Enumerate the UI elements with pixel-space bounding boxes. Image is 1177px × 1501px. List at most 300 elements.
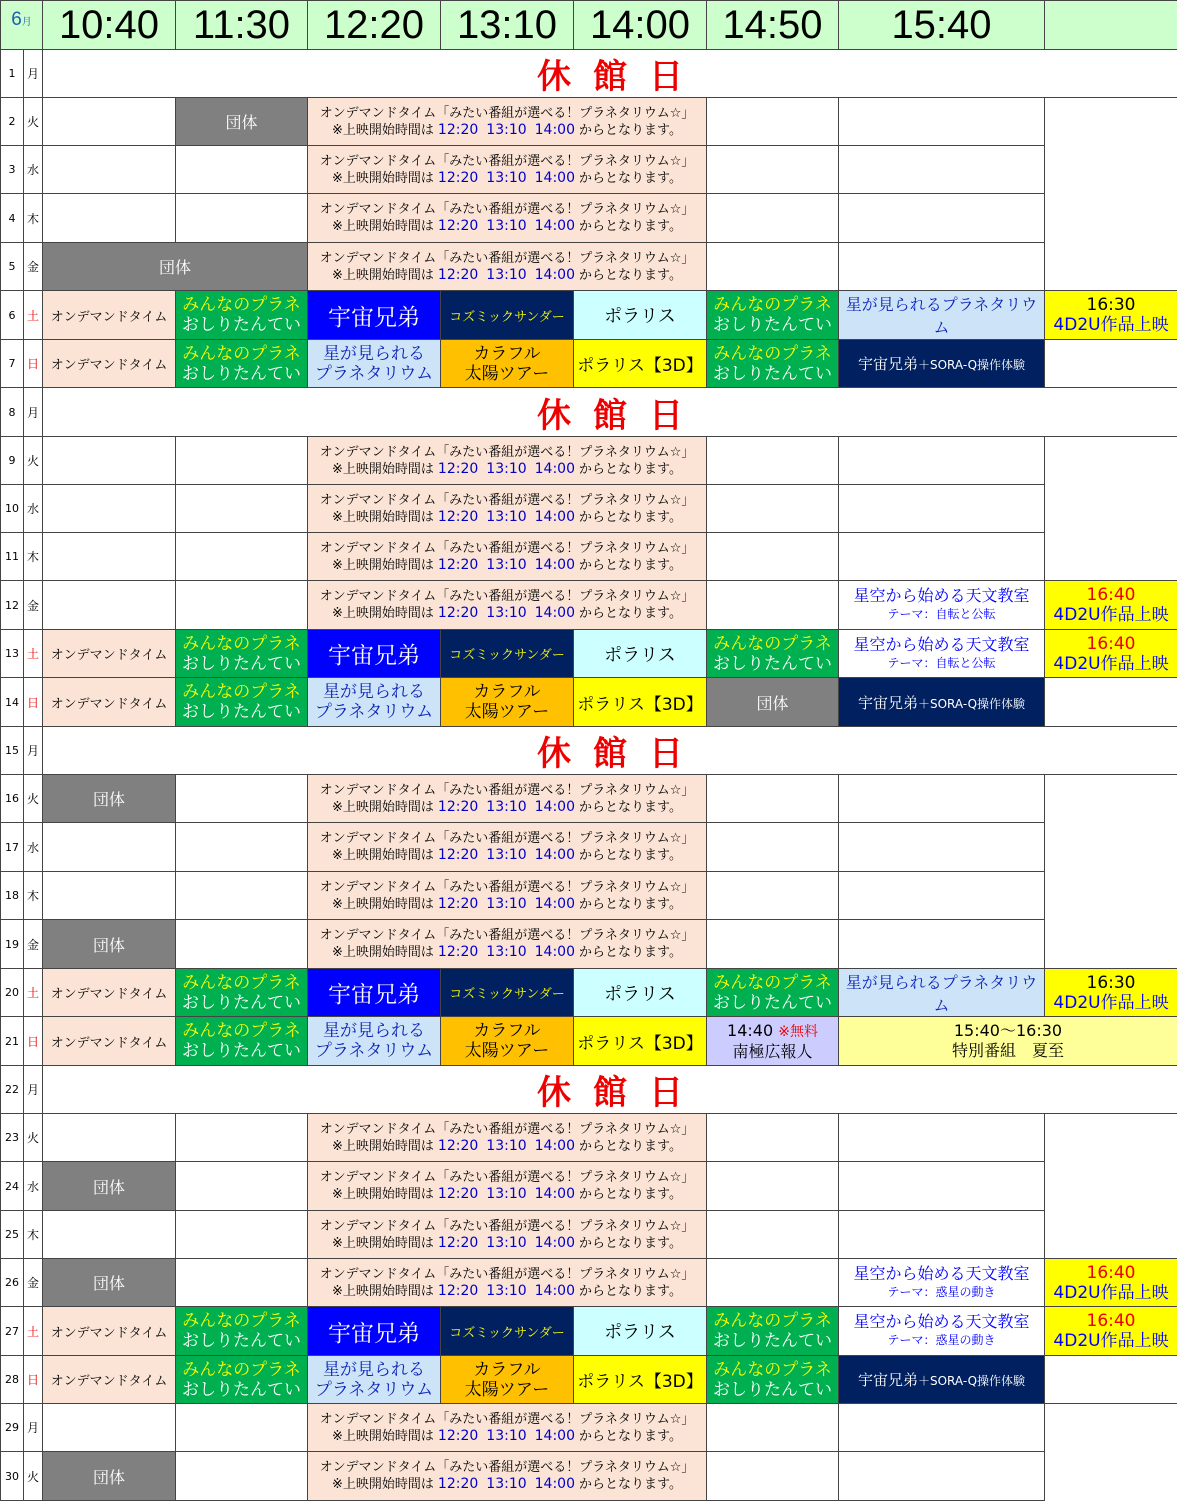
class-title: 星空から始める天文教室	[853, 1263, 1030, 1283]
schedule-cell-ond	[307, 436, 707, 485]
program-line1: みんなのプラネ	[182, 972, 301, 993]
schedule-cell-empty	[838, 242, 1045, 291]
ondemand-line1: オンデマンドタイム「みたい番組が選べる！プラネタリウム☆」	[319, 492, 695, 508]
program-line2: プラネタリウム	[314, 702, 434, 722]
schedule-cell-empty	[838, 919, 1045, 969]
ondemand-line1: オンデマンドタイム「みたい番組が選べる！プラネタリウム☆」	[319, 153, 695, 169]
day-of-week: 水	[23, 484, 43, 533]
schedule-cell-ond	[307, 1451, 707, 1501]
program-line1: カラフル	[473, 1359, 541, 1380]
ondemand-note: ※上映開始時間は	[332, 1283, 434, 1299]
schedule-cell-closed: 休館日	[42, 1065, 1177, 1114]
month-header	[0, 0, 43, 50]
day-number: 18	[0, 871, 24, 920]
schedule-cell-ond	[307, 1403, 707, 1452]
ondemand-line2	[332, 122, 682, 139]
schedule-cell-pol3d: ポラリス【3D】	[573, 677, 707, 727]
start-time: 14:00	[534, 605, 575, 621]
schedule-cell-minna	[706, 339, 839, 388]
schedule-cell-empty	[706, 871, 839, 920]
program-line1: カラフル	[473, 343, 541, 364]
ondemand-note-end: からとなります。	[579, 461, 682, 477]
show-time: 16:30	[1086, 972, 1136, 993]
schedule-cell-empty	[706, 1161, 839, 1211]
day-number: 26	[0, 1258, 24, 1307]
show-title: 4D2U作品上映	[1053, 992, 1169, 1013]
ondemand-note-end: からとなります。	[579, 170, 682, 186]
show-title: 4D2U作品上映	[1053, 315, 1169, 335]
schedule-cell-minna	[175, 629, 308, 678]
start-time: 14:00	[534, 944, 575, 960]
schedule-cell-empty	[838, 1210, 1045, 1259]
ondemand-line1: オンデマンドタイム「みたい番組が選べる！プラネタリウム☆」	[319, 444, 695, 460]
schedule-cell-empty1	[175, 193, 308, 243]
day-of-week: 金	[23, 580, 43, 630]
schedule-cell-colorful	[440, 1016, 574, 1066]
program-line2: おしりたんてい	[182, 363, 301, 384]
start-time: 13:10	[486, 1137, 527, 1154]
start-time: 12:20	[437, 169, 479, 186]
schedule-cell-empty1	[175, 580, 308, 630]
class-title: 星空から始める天文教室	[853, 634, 1030, 654]
schedule-cell-minna	[706, 629, 839, 678]
ondemand-line1: オンデマンドタイム「みたい番組が選べる！プラネタリウム☆」	[319, 1170, 695, 1185]
schedule-cell-group1: 団体	[706, 677, 839, 727]
day-number: 7	[0, 339, 24, 388]
schedule-cell-empty	[838, 871, 1045, 920]
ondemand-note: ※上映開始時間は	[332, 219, 434, 234]
schedule-cell-empty	[706, 242, 839, 291]
schedule-cell-s1630	[1044, 968, 1177, 1017]
program-line2: おしりたんてい	[182, 702, 301, 722]
day-of-week: 土	[23, 968, 43, 1017]
schedule-cell-empty	[706, 1210, 839, 1259]
day-number: 11	[0, 532, 24, 581]
program-sub: ＋SORA-Q操作体験	[917, 358, 1026, 372]
schedule-cell-empty	[706, 484, 839, 533]
day-of-week: 月	[23, 726, 43, 775]
show-time: 16:40	[1086, 633, 1136, 654]
program-line1: みんなのプラネ	[182, 1021, 301, 1041]
program-line1: みんなのプラネ	[713, 972, 832, 993]
start-time: 14:00	[534, 1427, 575, 1444]
program-line1: みんなのプラネ	[713, 1359, 832, 1380]
schedule-cell-empty	[706, 1258, 839, 1307]
schedule-cell-pol3d: ポラリス【3D】	[573, 1016, 707, 1066]
day-of-week: 月	[23, 387, 43, 437]
start-time: 13:10	[486, 1282, 527, 1299]
program-line1: みんなのプラネ	[713, 1311, 832, 1331]
schedule-cell-ond	[307, 145, 707, 194]
start-time: 14:00	[534, 556, 575, 573]
ondemand-note-end: からとなります。	[579, 799, 682, 815]
schedule-cell-empty1	[42, 193, 176, 243]
ondemand-line1: オンデマンドタイム「みたい番組が選べる！プラネタリウム☆」	[319, 589, 695, 604]
start-time: 13:10	[486, 605, 527, 621]
schedule-cell-empty1	[175, 1113, 308, 1162]
start-time: 12:20	[437, 1282, 479, 1299]
day-of-week: 金	[23, 242, 43, 291]
day-of-week: 月	[23, 49, 43, 98]
schedule-cell-minna	[175, 1306, 308, 1356]
schedule-cell-star2	[307, 1016, 441, 1066]
day-number: 23	[0, 1113, 24, 1162]
ondemand-line1: オンデマンドタイム「みたい番組が選べる！プラネタリウム☆」	[319, 928, 695, 943]
schedule-cell-minna	[706, 1355, 839, 1404]
schedule-cell-minna	[175, 290, 308, 340]
schedule-cell-empty	[838, 774, 1045, 823]
time-header: 13:10	[440, 0, 574, 50]
ondemand-note-end: からとなります。	[579, 1477, 682, 1492]
start-time: 13:10	[486, 218, 527, 234]
month-number: 6	[11, 9, 22, 30]
start-time: 14:00	[534, 169, 575, 186]
day-of-week: 水	[23, 145, 43, 194]
schedule-cell-ond	[307, 484, 707, 533]
ondemand-line1: オンデマンドタイム「みたい番組が選べる！プラネタリウム☆」	[319, 1411, 695, 1427]
day-number: 2	[0, 97, 24, 146]
program-line2: 太陽ツアー	[464, 1041, 550, 1061]
schedule-cell-empty	[838, 97, 1045, 146]
program-line2: おしりたんてい	[713, 315, 832, 335]
start-time: 12:20	[437, 266, 479, 283]
program-line2: おしりたんてい	[713, 1379, 832, 1400]
schedule-cell-ond	[307, 1210, 707, 1259]
ondemand-line2	[332, 218, 682, 235]
program-line1: 星が見られる	[323, 1359, 425, 1380]
day-number: 4	[0, 193, 24, 243]
event-line1: 15:40〜16:30	[953, 1021, 1063, 1040]
show-time: 16:30	[1086, 295, 1136, 315]
program-line1: みんなのプラネ	[182, 633, 301, 654]
time-header: 11:30	[175, 0, 308, 50]
program-sub: ＋SORA-Q操作体験	[917, 696, 1026, 711]
show-title: 4D2U作品上映	[1053, 653, 1169, 674]
day-number: 1	[0, 49, 24, 98]
schedule-cell-star2	[307, 1355, 441, 1404]
schedule-cell-empty	[706, 145, 839, 194]
program-main: 宇宙兄弟	[857, 1371, 918, 1389]
day-number: 16	[0, 774, 24, 823]
ondemand-note-end: からとなります。	[579, 509, 682, 525]
schedule-cell-colorful	[440, 1355, 574, 1404]
schedule-cell-cosmic: コズミックサンダー	[440, 968, 574, 1017]
day-of-week: 水	[23, 822, 43, 872]
schedule-cell-empty1	[42, 436, 176, 485]
schedule-cell-empty	[838, 822, 1045, 872]
day-number: 9	[0, 436, 24, 485]
schedule-cell-ondshort: オンデマンドタイム	[42, 677, 176, 727]
schedule-cell-polaris: ポラリス	[573, 290, 707, 340]
day-of-week: 土	[23, 290, 43, 340]
schedule-cell-uchu: 宇宙兄弟	[307, 968, 441, 1017]
schedule-cell-empty1	[175, 145, 308, 194]
class-theme: テーマ：自転と公転	[887, 607, 996, 621]
schedule-cell-group1: 団体	[42, 1451, 176, 1501]
time-header: 15:40	[838, 0, 1045, 50]
schedule-cell-ond	[307, 1113, 707, 1162]
ondemand-note: ※上映開始時間は	[332, 945, 434, 960]
ondemand-line2	[332, 461, 682, 478]
start-time: 14:00	[534, 1234, 575, 1251]
schedule-cell-ondshort: オンデマンドタイム	[42, 290, 176, 340]
ondemand-note-end: からとなります。	[579, 1187, 682, 1202]
program-title	[858, 353, 1025, 374]
schedule-cell-empty1	[175, 871, 308, 920]
ondemand-line2	[332, 1186, 682, 1203]
schedule-cell-empty1	[42, 871, 176, 920]
day-number: 5	[0, 242, 24, 291]
schedule-cell-s1640	[1044, 1306, 1177, 1356]
ondemand-note: ※上映開始時間は	[332, 1477, 434, 1492]
start-time: 12:20	[437, 218, 479, 234]
schedule-cell-minna	[175, 1016, 308, 1066]
day-of-week: 木	[23, 871, 43, 920]
schedule-cell-minna	[175, 968, 308, 1017]
schedule-cell-ond	[307, 580, 707, 630]
ondemand-note: ※上映開始時間は	[332, 848, 434, 863]
schedule-cell-s1630	[1044, 290, 1177, 340]
ondemand-line1: オンデマンドタイム「みたい番組が選べる！プラネタリウム☆」	[319, 879, 695, 895]
program-line2: おしりたんてい	[713, 992, 832, 1013]
schedule-cell-empty1	[42, 1210, 176, 1259]
show-title: 4D2U作品上映	[1053, 1331, 1169, 1351]
program-line2: おしりたんてい	[182, 1379, 301, 1400]
ondemand-note: ※上映開始時間は	[332, 170, 434, 186]
ondemand-note: ※上映開始時間は	[332, 122, 434, 138]
schedule-cell-empty	[838, 436, 1045, 485]
ondemand-note: ※上映開始時間は	[332, 461, 434, 477]
day-of-week: 木	[23, 532, 43, 581]
start-time: 12:20	[437, 1137, 479, 1154]
start-time: 14:00	[534, 1137, 575, 1154]
start-time: 12:20	[437, 944, 479, 960]
program-line2: おしりたんてい	[182, 1041, 301, 1061]
schedule-cell-colorful	[440, 677, 574, 727]
schedule-cell-empty	[706, 919, 839, 969]
start-time: 12:20	[437, 1476, 479, 1492]
schedule-cell-uchusora	[838, 677, 1045, 727]
ondemand-line1: オンデマンドタイム「みたい番組が選べる！プラネタリウム☆」	[319, 105, 695, 121]
day-of-week: 日	[23, 339, 43, 388]
start-time: 12:20	[437, 556, 479, 573]
program-title	[858, 1369, 1025, 1390]
schedule-cell-ond	[307, 193, 707, 243]
ondemand-line2	[332, 847, 682, 864]
schedule-cell-ond	[307, 919, 707, 969]
day-of-week: 月	[23, 1065, 43, 1114]
free-badge: ※無料	[778, 1023, 818, 1040]
time-header: 14:50	[706, 0, 839, 50]
event-line2: 南極広報人	[732, 1041, 813, 1061]
day-number: 10	[0, 484, 24, 533]
ondemand-line2	[332, 557, 682, 574]
day-number: 27	[0, 1306, 24, 1356]
day-of-week: 木	[23, 1210, 43, 1259]
ondemand-line2	[332, 1235, 682, 1252]
schedule-cell-tenmon-jiten	[838, 629, 1045, 678]
schedule-cell-colorful	[440, 339, 574, 388]
program-line2: おしりたんてい	[182, 992, 301, 1013]
schedule-cell-ond	[307, 774, 707, 823]
program-line1: みんなのプラネ	[182, 343, 301, 364]
show-time: 16:40	[1086, 1311, 1136, 1331]
ondemand-line2	[332, 944, 682, 961]
ondemand-note: ※上映開始時間は	[332, 1187, 434, 1202]
ondemand-line1: オンデマンドタイム「みたい番組が選べる！プラネタリウム☆」	[319, 782, 695, 798]
start-time: 12:20	[437, 895, 479, 912]
day-of-week: 水	[23, 1161, 43, 1211]
time-header: 12:20	[307, 0, 441, 50]
day-number: 21	[0, 1016, 24, 1066]
program-main: 宇宙兄弟	[857, 355, 918, 373]
schedule-cell-closed: 休館日	[42, 726, 1177, 775]
ondemand-note: ※上映開始時間は	[332, 557, 434, 573]
schedule-cell-special	[838, 1016, 1177, 1066]
schedule-cell-uchusora	[838, 1355, 1045, 1404]
schedule-cell-nankyoku	[706, 1016, 839, 1066]
ondemand-note-end: からとなります。	[579, 606, 682, 621]
schedule-cell-pol3d: ポラリス【3D】	[573, 339, 707, 388]
schedule-cell-ond	[307, 242, 707, 291]
ondemand-line1: オンデマンドタイム「みたい番組が選べる！プラネタリウム☆」	[319, 540, 695, 556]
month-unit: 月	[21, 16, 32, 28]
schedule-cell-empty	[838, 532, 1045, 581]
program-line1: みんなのプラネ	[182, 1311, 301, 1331]
show-title: 4D2U作品上映	[1053, 1282, 1169, 1303]
schedule-cell-empty	[706, 193, 839, 243]
ondemand-note-end: からとなります。	[579, 557, 682, 573]
ondemand-line2	[332, 509, 682, 526]
start-time: 13:10	[486, 460, 527, 477]
schedule-cell-s1640	[1044, 580, 1177, 630]
ondemand-note: ※上映開始時間は	[332, 896, 434, 912]
start-time: 14:00	[534, 847, 575, 863]
ondemand-note-end: からとなります。	[579, 945, 682, 960]
schedule-cell-empty	[706, 1451, 839, 1501]
schedule-cell-group1: 団体	[175, 97, 308, 146]
ondemand-note-end: からとなります。	[579, 1235, 682, 1251]
ondemand-line2	[332, 896, 682, 913]
schedule-cell-ondshort: オンデマンドタイム	[42, 1355, 176, 1404]
ondemand-note: ※上映開始時間は	[332, 606, 434, 621]
schedule-cell-ondshort: オンデマンドタイム	[42, 1306, 176, 1356]
schedule-cell-star2	[307, 339, 441, 388]
ondemand-line2	[332, 1476, 682, 1493]
schedule-cell-starplanet: 星が見られるプラネタリウム	[838, 968, 1045, 1017]
schedule-cell-empty1	[175, 919, 308, 969]
day-of-week: 火	[23, 774, 43, 823]
day-number: 14	[0, 677, 24, 727]
day-number: 12	[0, 580, 24, 630]
start-time: 14:00	[534, 895, 575, 912]
schedule-cell-empty	[706, 97, 839, 146]
start-time: 14:00	[534, 460, 575, 477]
schedule-cell-group1: 団体	[42, 1258, 176, 1307]
start-time: 13:10	[486, 798, 527, 815]
schedule-cell-empty1	[175, 436, 308, 485]
program-line1: みんなのプラネ	[713, 633, 832, 654]
schedule-cell-empty1	[42, 97, 176, 146]
schedule-cell-empty1	[175, 1210, 308, 1259]
day-number: 22	[0, 1065, 24, 1114]
program-line2: おしりたんてい	[182, 1331, 301, 1351]
day-number: 30	[0, 1451, 24, 1501]
start-time: 12:20	[437, 847, 479, 863]
program-title	[858, 692, 1025, 713]
ondemand-line1: オンデマンドタイム「みたい番組が選べる！プラネタリウム☆」	[319, 1266, 695, 1282]
start-time: 12:20	[437, 1427, 479, 1444]
day-number: 25	[0, 1210, 24, 1259]
day-of-week: 日	[23, 677, 43, 727]
schedule-cell-empty	[706, 532, 839, 581]
ondemand-note-end: からとなります。	[579, 219, 682, 234]
start-time: 12:20	[437, 508, 479, 525]
ondemand-note-end: からとなります。	[579, 1283, 682, 1299]
ondemand-note: ※上映開始時間は	[332, 1428, 434, 1444]
show-time: 16:40	[1086, 585, 1136, 605]
schedule-cell-empty	[706, 1113, 839, 1162]
program-line1: 星が見られる	[323, 1021, 425, 1041]
program-line2: 太陽ツアー	[464, 702, 550, 722]
event-time: 14:40	[727, 1020, 774, 1040]
schedule-cell-empty	[838, 145, 1045, 194]
schedule-cell-cosmic: コズミックサンダー	[440, 290, 574, 340]
program-line1: みんなのプラネ	[713, 343, 832, 364]
program-line2: プラネタリウム	[314, 1379, 434, 1400]
schedule-cell-minna	[706, 968, 839, 1017]
schedule-cell-ondshort: オンデマンドタイム	[42, 968, 176, 1017]
schedule-cell-s1640	[1044, 629, 1177, 678]
schedule-cell-closed: 休館日	[42, 387, 1177, 437]
day-number: 13	[0, 629, 24, 678]
program-line2: おしりたんてい	[182, 653, 301, 674]
start-time: 13:10	[486, 944, 527, 960]
day-of-week: 金	[23, 919, 43, 969]
day-of-week: 日	[23, 1355, 43, 1404]
ondemand-line1: オンデマンドタイム「みたい番組が選べる！プラネタリウム☆」	[319, 1460, 695, 1475]
start-time: 13:10	[486, 847, 527, 863]
schedule-cell-group2: 団体	[42, 242, 308, 291]
start-time: 12:20	[437, 605, 479, 621]
ondemand-note: ※上映開始時間は	[332, 509, 434, 525]
schedule-cell-empty	[838, 193, 1045, 243]
day-of-week: 火	[23, 1451, 43, 1501]
schedule-cell-empty1	[42, 1113, 176, 1162]
schedule-cell-minna	[175, 1355, 308, 1404]
ondemand-note-end: からとなります。	[579, 1138, 682, 1154]
program-line2: おしりたんてい	[182, 315, 301, 335]
start-time: 12:20	[437, 460, 479, 477]
time-header	[1044, 0, 1177, 50]
day-of-week: 木	[23, 193, 43, 243]
day-number: 20	[0, 968, 24, 1017]
event-line2: 特別番組 夏至	[951, 1041, 1064, 1060]
schedule-cell-star2	[307, 677, 441, 727]
start-time: 13:10	[486, 121, 527, 138]
schedule-cell-empty1	[42, 580, 176, 630]
start-time: 13:10	[486, 895, 527, 912]
day-number: 17	[0, 822, 24, 872]
day-of-week: 土	[23, 629, 43, 678]
program-line2: 太陽ツアー	[464, 363, 550, 384]
schedule-cell-ond	[307, 871, 707, 920]
day-of-week: 日	[23, 1016, 43, 1066]
ondemand-line2	[332, 170, 682, 187]
start-time: 13:10	[486, 1186, 527, 1202]
schedule-cell-ondshort: オンデマンドタイム	[42, 629, 176, 678]
schedule-cell-polaris: ポラリス	[573, 629, 707, 678]
